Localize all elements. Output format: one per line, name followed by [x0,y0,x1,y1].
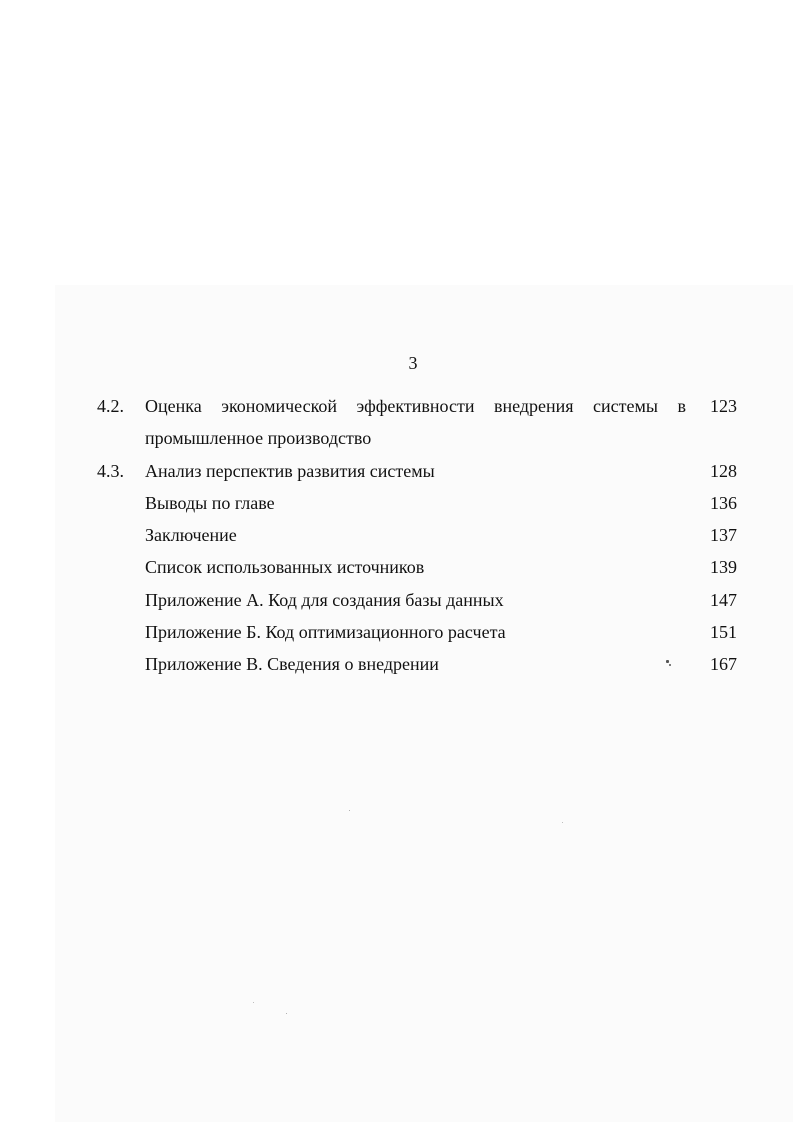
scan-speck [669,664,671,666]
toc-entry-title-line-1: Оценка экономической эффективности внедрения системы в [145,396,686,416]
toc-entry-title: Выводы по главе [145,492,275,513]
toc-entry-appendix-b [97,616,737,648]
scan-speck [562,822,563,823]
toc-entry-number: 4.3. [97,460,124,481]
toc-entry-title [145,390,686,455]
toc-entry-4-3 [97,455,737,487]
table-of-contents [97,390,737,681]
toc-entry-title: Список использованных источников [145,557,425,578]
toc-entry-title: Приложение А. Код для создания базы данных [145,589,504,610]
toc-entry-title-line-2: промышленное производство [145,428,372,449]
toc-entry-page: 167 [710,654,737,675]
toc-entry-appendix-v [97,648,737,680]
toc-entry-page: 136 [710,492,737,513]
toc-entry-chapter-conclusions [97,487,737,519]
toc-entry-title: Приложение Б. Код оптимизационного расчета [145,622,506,643]
toc-entry-appendix-a [97,584,737,616]
scan-speck [286,1013,287,1014]
toc-entry-page: 137 [710,525,737,546]
page-number: 3 [408,353,418,373]
scan-speck [666,660,669,663]
toc-entry-page: 128 [710,460,737,481]
scan-speck [253,1002,254,1003]
toc-entry-references [97,551,737,583]
toc-entry-page: 139 [710,557,737,578]
toc-entry-title: Анализ перспектив развития системы [145,460,435,481]
toc-entry-page: 147 [710,589,737,610]
toc-entry-title: Приложение В. Сведения о внедрении [145,654,439,675]
toc-entry-conclusion [97,519,737,551]
scan-speck [349,810,350,811]
toc-entry-number: 4.2. [97,396,124,416]
toc-entry-4-2 [97,390,737,455]
toc-entry-page: 151 [710,622,737,643]
toc-entry-page: 123 [710,396,737,416]
toc-entry-title: Заключение [145,525,237,546]
